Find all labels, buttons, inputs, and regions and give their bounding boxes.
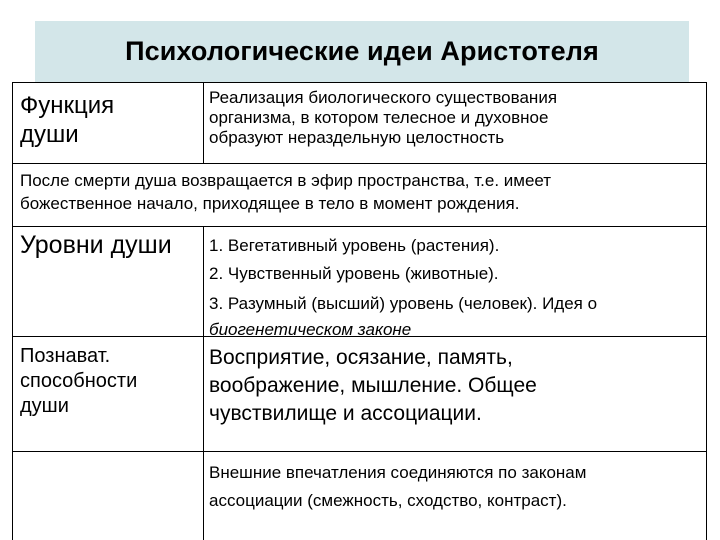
row-levels-text <box>209 230 704 340</box>
row-after-death-text <box>20 169 704 215</box>
text-line: божественное начало, приходящее в тело в момент рождения. <box>20 194 520 213</box>
level-item-italic: биогенетическом законе <box>209 320 412 339</box>
text-line: образуют нераздельную целостность <box>209 128 505 147</box>
row-cognitive-text <box>209 344 704 428</box>
row-levels-label <box>20 231 205 260</box>
table-divider <box>203 82 204 163</box>
table-divider <box>12 163 706 164</box>
label-line: способности <box>20 370 138 392</box>
text-line: воображение, мышление. Общее <box>209 374 537 397</box>
label-line: души <box>20 121 79 148</box>
table-divider <box>12 451 706 452</box>
text-line: Восприятие, осязание, память, <box>209 346 513 369</box>
text-line: организма, в котором телесное и духовное <box>209 108 549 127</box>
text-line: ассоциации (смежность, сходство, контраст). <box>209 491 567 510</box>
table-divider <box>12 226 706 227</box>
row-function-label <box>20 91 200 149</box>
table-border <box>12 82 706 83</box>
label-line: Функция <box>20 92 115 119</box>
label-line: Уровни души <box>20 231 172 259</box>
text-line: чувствилище и ассоциации. <box>209 402 482 425</box>
label-line: души <box>20 395 69 417</box>
row-cognitive-label <box>20 344 200 419</box>
text-line: После смерти душа возвращается в эфир пространства, т.е. имеет <box>20 171 552 190</box>
table-border <box>706 82 707 540</box>
text-line: Реализация биологического существования <box>209 88 558 107</box>
level-item: 3. Разумный (высший) уровень (человек). Идея о <box>209 294 598 313</box>
text-line: Внешние впечатления соединяются по законам <box>209 463 587 482</box>
level-item: 1. Вегетативный уровень (растения). <box>209 236 500 255</box>
title-text: Психологические идеи Аристотеля <box>125 36 599 66</box>
label-line: Познават. <box>20 345 111 367</box>
level-item: 2. Чувственный уровень (животные). <box>209 264 499 283</box>
table-border <box>12 82 13 540</box>
row-function-text <box>209 88 704 148</box>
row-associations-text <box>209 459 704 515</box>
table-divider <box>203 226 204 540</box>
